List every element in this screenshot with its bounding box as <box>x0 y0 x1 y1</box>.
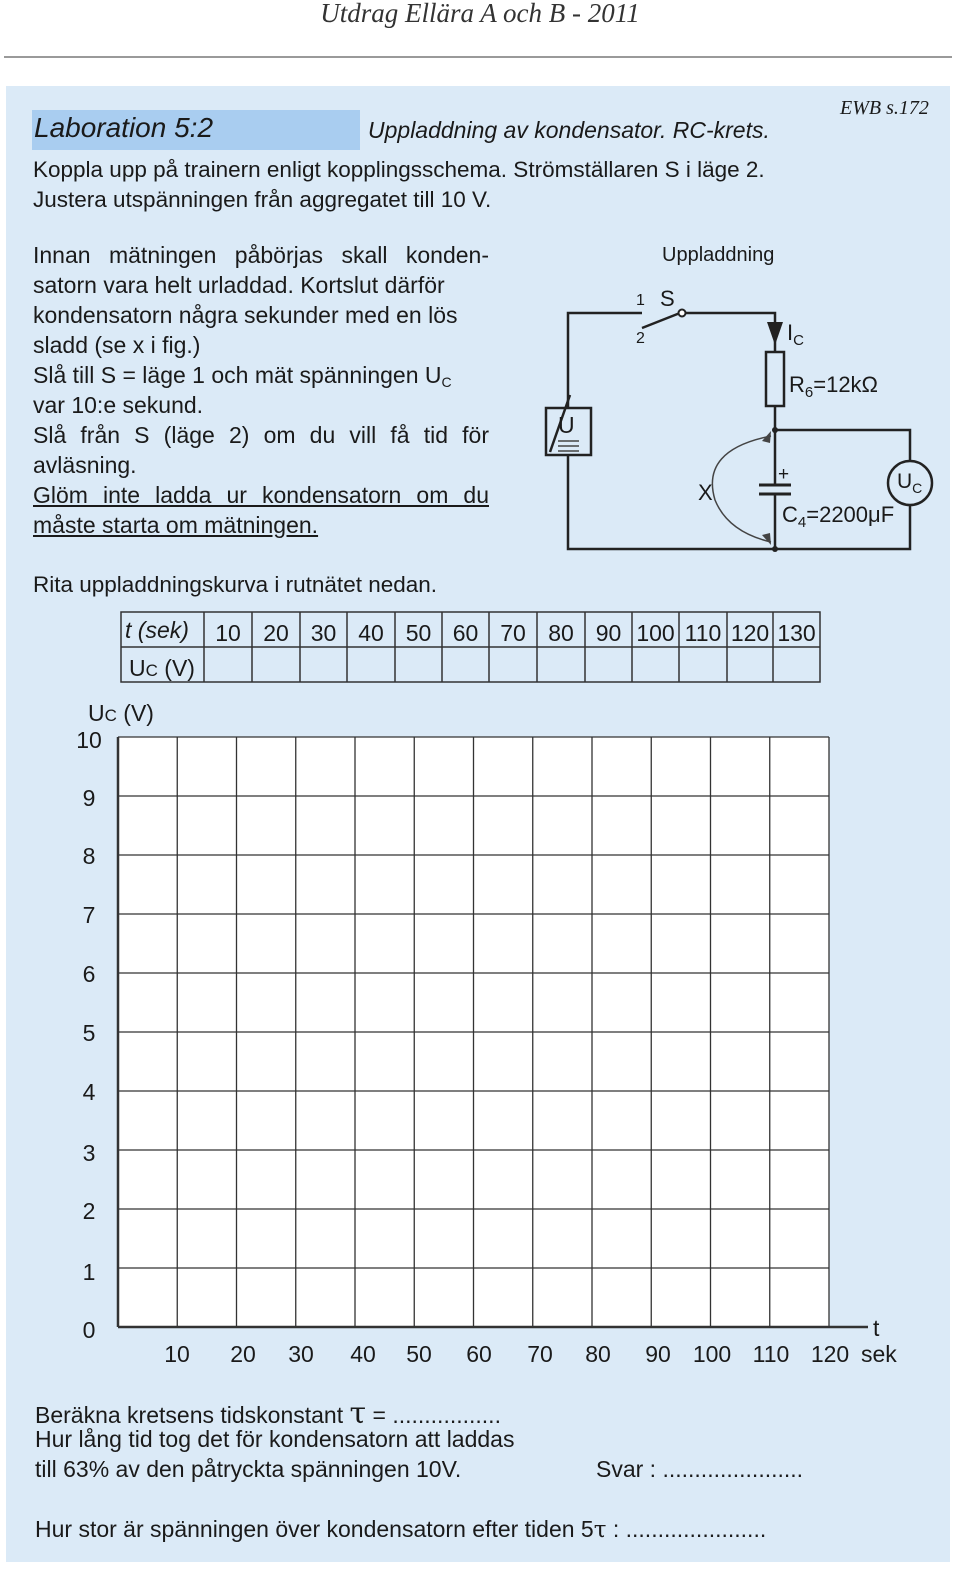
voltmeter-label-text: U <box>897 470 913 493</box>
table-header-voltage-sub: C <box>145 661 158 680</box>
table-time-cell: 120 <box>730 620 770 646</box>
resistor-value: =12kΩ <box>813 372 878 397</box>
question-63-line-2: till 63% av den påtryckta spänningen 10V. <box>35 1456 462 1482</box>
table-intro: Rita uppladdningskurva i rutnätet nedan. <box>33 572 438 597</box>
current-label-text: I <box>787 320 794 345</box>
lab-title: Laboration 5:2 <box>34 112 214 143</box>
x-tick-label: 50 <box>406 1341 432 1367</box>
y-tick-label: 3 <box>82 1140 96 1166</box>
y-tick-label: 9 <box>82 785 96 811</box>
x-tick-label: 120 <box>810 1341 850 1367</box>
question-5tau <box>35 1516 766 1543</box>
intro-line-1: Koppla upp på trainern enligt kopplingsschema. Strömställaren S i läge 2. <box>33 157 765 182</box>
question-5tau-blank: : ...................... <box>606 1516 767 1542</box>
short-label-x: X <box>698 480 713 505</box>
y-tick-label: 1 <box>82 1259 96 1285</box>
instruction-line-7: Slå från S (läge 2) om du vill få tid för <box>33 422 489 448</box>
x-axis-title: t <box>873 1315 880 1341</box>
question-63-line-1: Hur lång tid tog det för kondensatorn att laddas <box>35 1426 515 1452</box>
x-tick-label: 40 <box>350 1341 376 1367</box>
table-time-cell: 30 <box>310 620 337 646</box>
y-tick-label: 6 <box>82 961 96 987</box>
page-header-title: Utdrag Ellära A och B - 2011 <box>320 0 640 28</box>
instruction-line-8: avläsning. <box>33 452 137 478</box>
table-time-cell: 90 <box>595 620 622 646</box>
table-time-cell: 10 <box>215 620 241 646</box>
y-tick-label: 2 <box>82 1198 96 1224</box>
graph-y-title-sub: C <box>104 706 117 725</box>
table-time-cell: 110 <box>684 620 722 646</box>
instruction-line-5-sub: C <box>441 374 452 390</box>
intro-line-2: Justera utspänningen från aggregatet till 10 V. <box>33 187 492 212</box>
current-label-sub: C <box>793 332 804 349</box>
x-axis-unit: sek <box>861 1341 897 1367</box>
instruction-line-5-text: Slå till S = läge 1 och mät spänningen U <box>33 362 442 388</box>
x-tick-label: 10 <box>164 1341 190 1367</box>
tau-symbol: τ <box>349 1396 367 1431</box>
y-tick-label: 5 <box>82 1020 96 1046</box>
table-time-cell: 20 <box>263 620 289 646</box>
table-time-cell: 100 <box>636 620 675 646</box>
lab-subtitle: Uppladdning av kondensator. RC-krets. <box>368 117 770 143</box>
y-tick-label: 8 <box>82 843 96 869</box>
x-tick-label: 80 <box>585 1341 611 1367</box>
x-tick-label: 20 <box>230 1341 256 1367</box>
x-tick-label: 100 <box>692 1341 732 1367</box>
instruction-line-2: satorn vara helt urladdad. Kortslut därför <box>33 272 445 298</box>
resistor-label-sub: 6 <box>804 384 814 401</box>
table-header-voltage-unit: (V) <box>157 655 195 681</box>
circuit-title: Uppladdning <box>662 244 775 266</box>
y-tick-label: 0 <box>82 1317 96 1343</box>
y-tick-label: 7 <box>82 902 96 928</box>
table-time-cell: 60 <box>452 620 479 646</box>
switch-position-2: 2 <box>636 330 645 347</box>
capacitor-label-sub: 4 <box>797 514 807 531</box>
warning-line-2: måste starta om mätningen. <box>33 512 319 538</box>
switch-position-1: 1 <box>636 292 645 309</box>
table-header-time: t (sek) <box>125 617 189 643</box>
table-time-cell: 130 <box>777 620 816 646</box>
x-tick-label: 90 <box>645 1341 671 1367</box>
table-header-voltage-u: U <box>129 655 146 681</box>
capacitor-value: =2200μF <box>806 502 895 527</box>
graph-y-title-u: U <box>88 700 105 726</box>
instruction-line-4: sladd (se x i fig.) <box>33 332 201 358</box>
table-time-cell: 40 <box>358 620 384 646</box>
question-time-constant-blank: = ................. <box>366 1402 501 1428</box>
switch-label: S <box>660 286 675 311</box>
warning-line-1: Glöm inte ladda ur kondensatorn om du <box>33 482 489 508</box>
table-time-cell: 50 <box>405 620 432 646</box>
instruction-line-1: Innan mätningen påbörjas skall konden- <box>33 242 489 268</box>
graph-y-title-unit: (V) <box>116 700 154 726</box>
table-time-cell: 70 <box>500 620 526 646</box>
y-tick-label: 4 <box>82 1079 96 1105</box>
question-time-constant-text: Beräkna kretsens tidskonstant <box>35 1402 344 1428</box>
capacitor-plus: + <box>778 464 790 485</box>
x-tick-label: 70 <box>527 1341 553 1367</box>
voltmeter-label-sub: C <box>912 480 923 496</box>
x-tick-label: 30 <box>288 1341 314 1367</box>
tau-symbol: τ <box>593 1517 607 1543</box>
x-tick-label: 60 <box>466 1341 492 1367</box>
capacitor-label-text: C <box>782 502 798 527</box>
answer-blank-63: Svar : ...................... <box>596 1456 804 1482</box>
x-tick-label: 110 <box>752 1341 790 1367</box>
instruction-line-6: var 10:e sekund. <box>33 392 204 418</box>
source-label: U <box>558 412 575 438</box>
resistor-label-text: R <box>789 372 805 397</box>
instruction-line-3: kondensatorn några sekunder med en lös <box>33 302 458 328</box>
question-5tau-text: Hur stor är spänningen över kondensatorn efter tiden 5 <box>35 1516 594 1542</box>
table-time-cell: 80 <box>548 620 574 646</box>
ewb-reference: EWB s.172 <box>840 97 929 119</box>
y-tick-label: 10 <box>76 727 102 753</box>
